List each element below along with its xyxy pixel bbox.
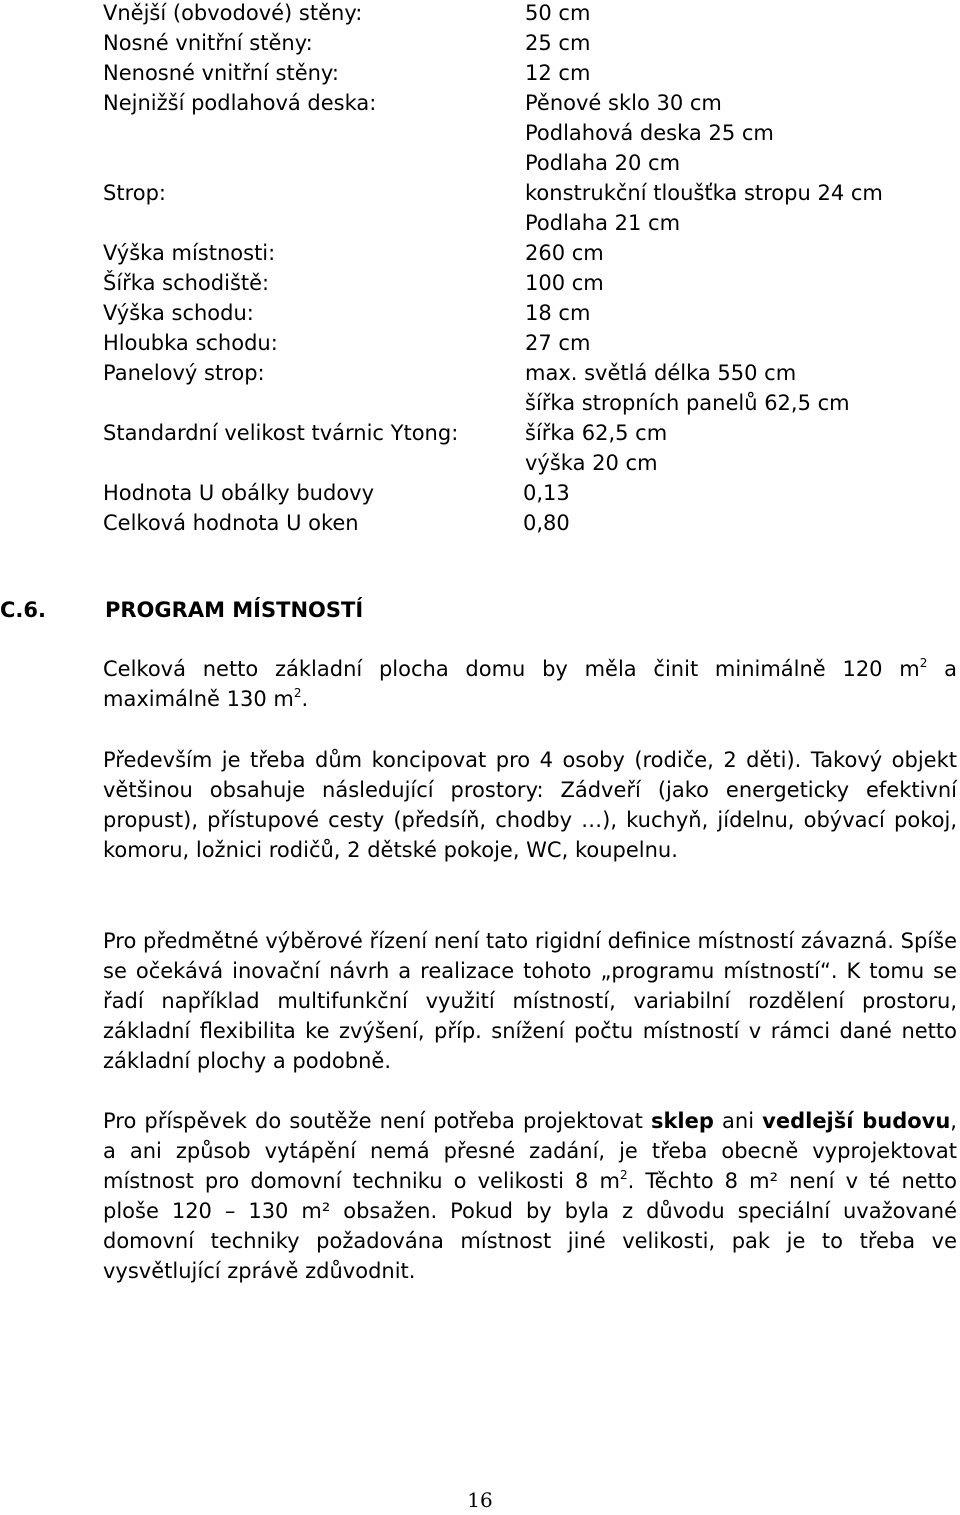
- paragraph-program: Pro předmětné výběrové řízení není tato rigidní definice místností závazná. Spíše se očekává inovační návrh a realizace tohoto „programu místností“. K tomu se řadí například multifunkční využití místností, variabilní rozdělení prostoru, základní flexibilita ke zvýšení, příp. snížení počtu místností v rámci dané netto základní plochy a podobně.: [103, 929, 957, 1073]
- paragraph-occupants: Především je třeba dům koncipovat pro 4 osoby (rodiče, 2 děti). Takový objekt většinou obsahuje následující prostory: Zádveří (jako energeticky efektivní propust), přístupové cesty (předsíň, chodby …), kuchyň, jídelnu, obývací pokoj, komoru, ložnici rodičů, 2 dětské pokoje, WC, koupelnu.: [103, 748, 957, 862]
- spec-value: 50 cm: [525, 1, 591, 25]
- spec-value: max. světlá délka 550 cm: [525, 361, 797, 385]
- spec-row: [103, 300, 943, 330]
- spec-value: šířka 62,5 cm: [525, 421, 668, 445]
- superscript: 2: [619, 1168, 628, 1182]
- spec-row: [103, 90, 943, 120]
- spec-label: Výška schodu:: [103, 301, 254, 325]
- text-run: Celková netto základní plocha domu by měla činit minimálně 120 m: [103, 657, 920, 681]
- spec-label: Výška místnosti:: [103, 241, 276, 265]
- spec-row: [103, 150, 943, 180]
- bold-text: vedlejší budovu: [762, 1109, 951, 1133]
- spec-label: Hodnota U obálky budovy: [103, 481, 375, 505]
- spec-value: 18 cm: [525, 301, 591, 325]
- spec-label: Nosné vnitřní stěny:: [103, 31, 313, 55]
- spec-value: Podlahová deska 25 cm: [525, 121, 774, 145]
- spec-label: Vnější (obvodové) stěny:: [103, 1, 363, 25]
- text-run: Pro příspěvek do soutěže není potřeba projektovat: [103, 1109, 651, 1133]
- spec-row: [103, 480, 943, 510]
- spec-value: konstrukční tloušťka stropu 24 cm: [525, 181, 883, 205]
- spec-row: [103, 270, 943, 300]
- spec-value: 25 cm: [525, 31, 591, 55]
- spec-label: Panelový strop:: [103, 361, 265, 385]
- page-number: 16: [467, 1488, 493, 1512]
- spec-label: Strop:: [103, 181, 166, 205]
- spec-value: 12 cm: [525, 61, 591, 85]
- spec-row: [103, 510, 943, 540]
- spec-value: Podlaha 21 cm: [525, 211, 681, 235]
- spec-value: Pěnové sklo 30 cm: [525, 91, 722, 115]
- spec-value: 260 cm: [525, 241, 604, 265]
- spec-value: výška 20 cm: [525, 451, 658, 475]
- section-title: PROGRAM MÍSTNOSTÍ: [105, 598, 364, 622]
- text-run: a maximálně 130 m: [103, 657, 957, 711]
- spec-row: [103, 450, 943, 480]
- spec-label: Standardní velikost tvárnic Ytong:: [103, 421, 459, 445]
- spec-row: [103, 120, 943, 150]
- spec-value: Podlaha 20 cm: [525, 151, 681, 175]
- spec-row: [103, 210, 943, 240]
- spec-value: šířka stropních panelů 62,5 cm: [525, 391, 850, 415]
- spec-row: [103, 330, 943, 360]
- superscript: 2: [293, 686, 302, 700]
- spec-row: [103, 180, 943, 210]
- spec-table: [103, 0, 943, 540]
- spec-label: Nenosné vnitřní stěny:: [103, 61, 339, 85]
- text-run: , a ani způsob vytápění nemá přesné zadání, je třeba obecně vyprojektovat místnost pro domovní techniku o velikosti 8 m: [103, 1109, 957, 1193]
- spec-row: [103, 420, 943, 450]
- spec-label: Hloubka schodu:: [103, 331, 278, 355]
- paragraph-area: [103, 654, 957, 714]
- spec-row: [103, 30, 943, 60]
- spec-row: [103, 240, 943, 270]
- spec-value: 0,13: [523, 481, 570, 505]
- spec-row: [103, 0, 943, 30]
- spec-value: 0,80: [523, 511, 570, 535]
- paragraph-competition: [103, 1106, 957, 1286]
- bold-text: sklep: [650, 1109, 714, 1133]
- spec-row: [103, 390, 943, 420]
- spec-label: Šířka schodiště:: [103, 271, 270, 295]
- text-run: ani: [713, 1109, 763, 1133]
- text-run: .: [301, 687, 309, 711]
- text-run: . Těchto 8 m² není v té netto ploše 120 – 130 m² obsažen. Pokud by byla z důvodu speciální uvažované domovní techniky požadována místnost jiné velikosti, pak je to třeba ve vysvětlující zprávě zdůvodnit.: [103, 1169, 957, 1283]
- spec-value: 27 cm: [525, 331, 591, 355]
- superscript: 2: [919, 656, 928, 670]
- spec-value: 100 cm: [525, 271, 604, 295]
- spec-row: [103, 360, 943, 390]
- section-number: C.6.: [0, 598, 46, 622]
- spec-row: [103, 60, 943, 90]
- spec-label: Nejnižší podlahová deska:: [103, 91, 377, 115]
- spec-label: Celková hodnota U oken: [103, 511, 359, 535]
